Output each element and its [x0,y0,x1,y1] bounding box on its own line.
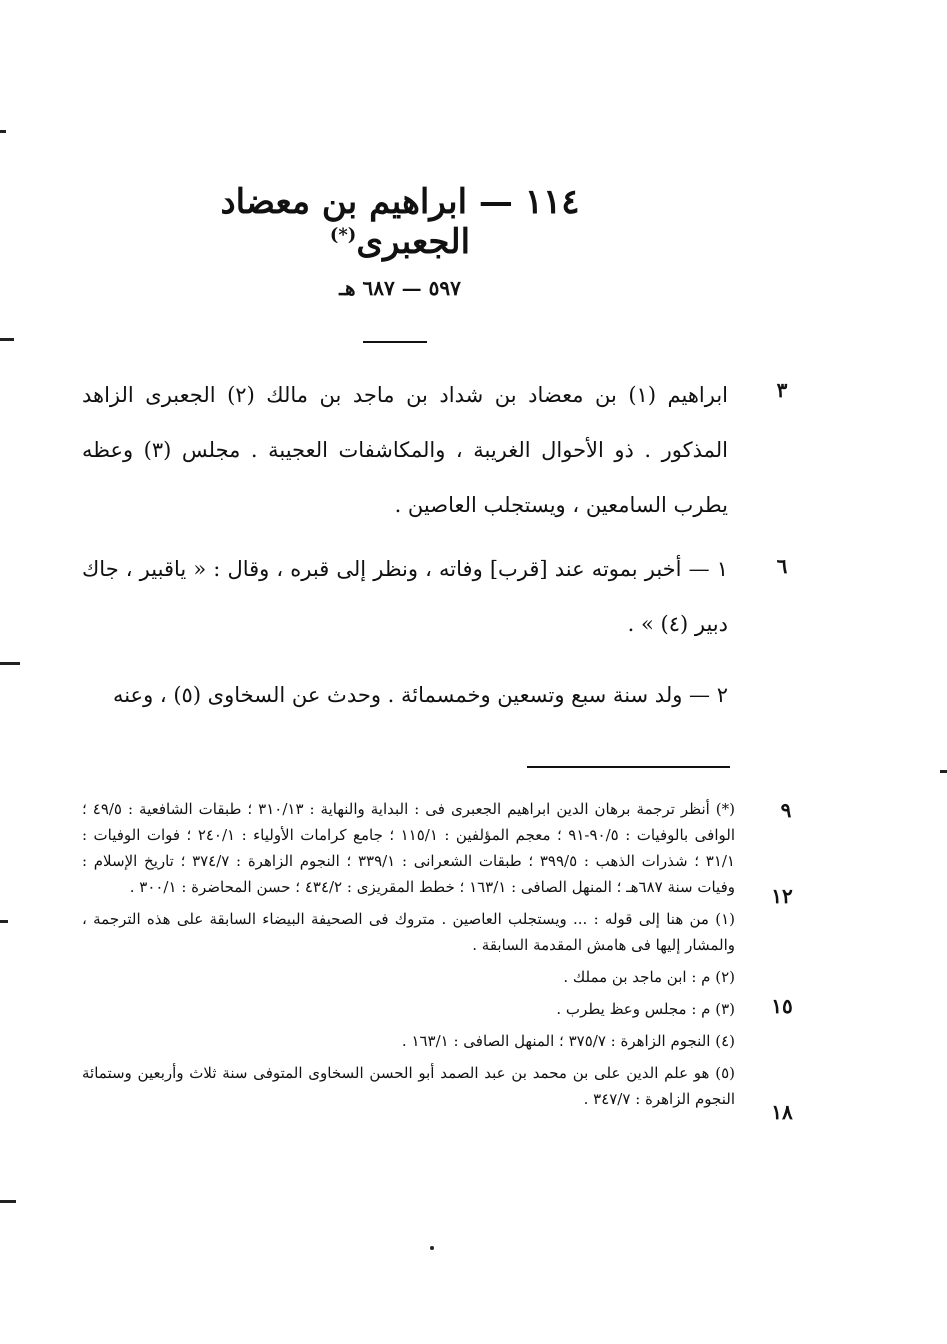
title-footnote-mark: (*) [329,224,357,246]
footnote-5: (٥) هو علم الدين على بن محمد بن عبد الصمد أبو الحسن السخاوى المتوفى سنة ثلاث وأربعين وستمائة النجوم الزاهرة : ٣٤٧/٧ . [82,1064,735,1108]
scan-mark [0,338,14,341]
entry-title [150,182,650,262]
footnotes [82,796,735,1118]
entry-title-text: ١١٤ — ابراهيم بن معضاد الجعبرى [220,182,580,262]
scan-mark [0,662,20,665]
scan-mark [0,130,6,133]
entry-dates: ٥٩٧ — ٦٨٧ هـ [339,276,461,300]
body-paragraph-1: ابراهيم (١) بن معضاد بن شداد بن ماجد بن مالك (٢) الجعبرى الزاهد المذكور . ذو الأحوال الغريبة ، والمكاشفات العجيبة . مجلس (٣) وعظه يطرب السامعين ، ويستجلب العاصين . [82,383,729,517]
footnote-4: (٤) النجوم الزاهرة : ٣٧٥/٧ ؛ المنهل الصافى : ١٦٣/١ . [401,1032,735,1050]
scan-mark [0,920,8,923]
footnote-3: (٣) م : مجلس وعظ يطرب . [556,1000,735,1018]
line-number-15: ١٥ [771,994,793,1018]
scan-mark [0,1200,16,1203]
line-number-18: ١٨ [771,1100,793,1124]
line-number-3: ٣ [776,378,788,402]
line-number-9: ٩ [780,798,792,822]
line-number-6: ٦ [776,554,788,578]
scan-mark [940,770,947,773]
scan-dot [430,1246,434,1250]
footnote-1: (١) من هنا إلى قوله : ... ويستجلب العاصين . متروك فى الصحيفة البيضاء السابقة على هذه الترجمة ، والمشار إليها فى هامش المقدمة السابقة . [82,910,735,954]
body-paragraph-2: ١ — أخبر بموته عند [قرب] وفاته ، ونظر إلى قبره ، وقال : « ياقبير ، جاك دبير (٤) » . [82,557,728,636]
footnote-sources: (*) أنظر ترجمة برهان الدين ابراهيم الجعبرى فى : البداية والنهاية : ٣١٠/١٣ ؛ طبقات الشافعية : ٤٩/٥ ؛ الوافى بالوفيات : ٩٠/٥-٩١ ؛ معجم المؤلفين : ١١٥/١ ؛ جامع كرامات الأولياء : ٢٤٠/١ ؛ فوات الوفيات : ٣١/١ ؛ شذرات الذهب : ٣٩٩/٥ ؛ طبقات الشعرانى : ٣٣٩/١ ؛ النجوم الزاهرة : ٣٧٤/٧ ؛ تاريخ الإسلام : وفيات سنة ٦٨٧هـ ؛ المنهل الصافى : ١٦٣/١ ؛ خطط المقريزى : ٤٣٤/٢ ؛ حسن المحاضرة : ٣٠٠/١ . [82,800,735,896]
title-divider [363,341,427,343]
footnote-divider [527,766,730,768]
line-number-12: ١٢ [771,884,793,908]
footnote-2: (٢) م : ابن ماجد بن مملك . [563,968,735,986]
body-paragraph-3: ٢ — ولد سنة سبع وتسعين وخمسمائة . وحدث عن السخاوى (٥) ، وعنه [112,683,728,707]
